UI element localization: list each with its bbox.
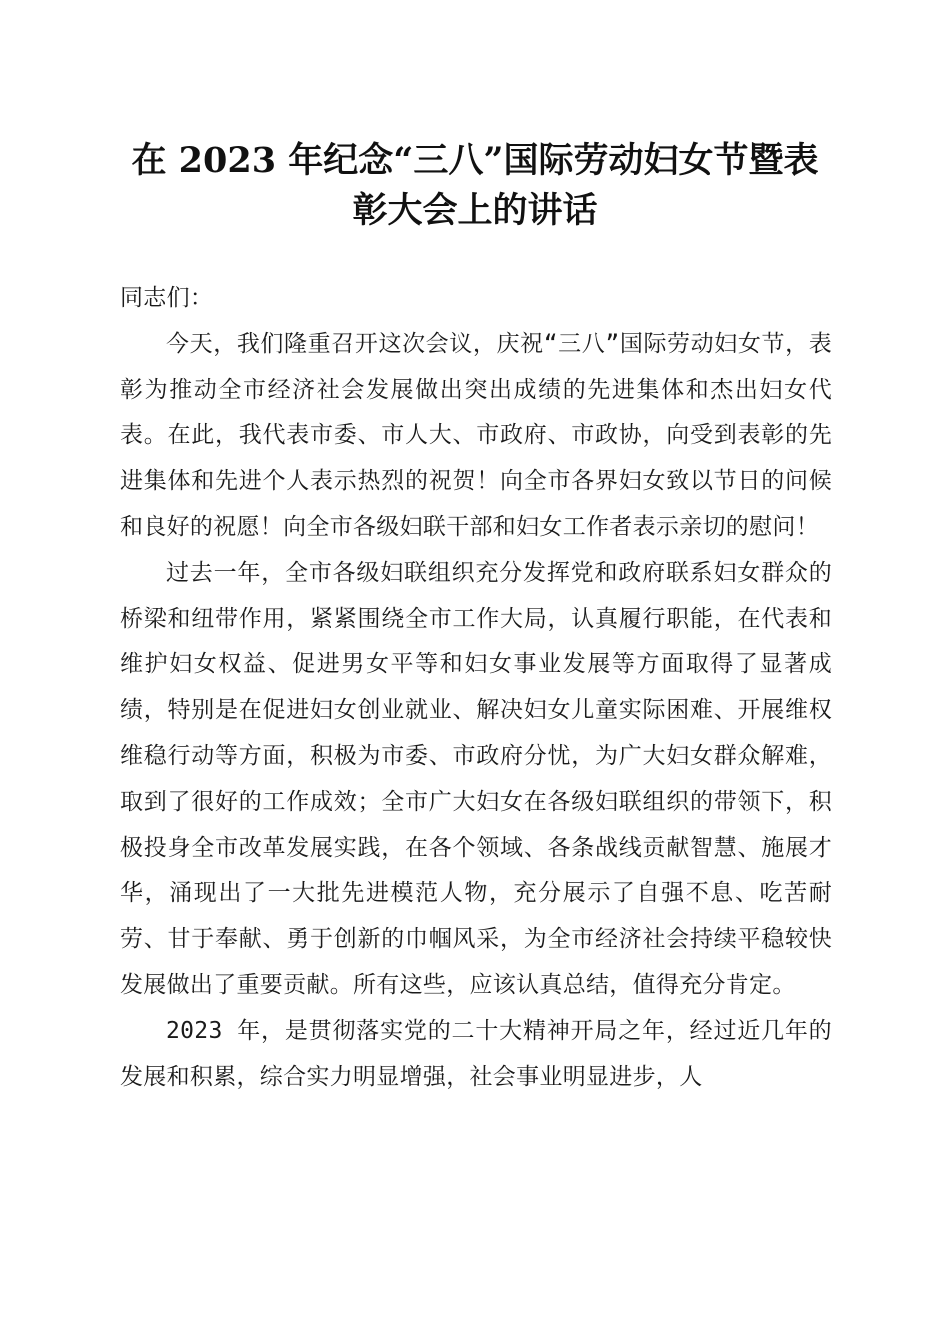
document-title [110, 136, 840, 236]
paragraph-3: 2023 年，是贯彻落实党的二十大精神开局之年，经过近几年的发展和积累，综合实力明显增强，社会事业明显进步，人 [120, 1017, 832, 1090]
salutation: 同志们： [120, 285, 214, 311]
title-line-1: 在 2023 年纪念“三八”国际劳动妇女节暨表 [131, 140, 819, 181]
title-line-2: 彰大会上的讲话 [352, 190, 598, 231]
paragraph-1: 今天，我们隆重召开这次会议，庆祝“三八”国际劳动妇女节，表彰为推动全市经济社会发展做出突出成绩的先进集体和杰出妇女代表。在此，我代表市委、市人大、市政府、市政协，向受到表彰的先进集体和先进个人表示热烈的祝贺！向全市各界妇女致以节日的问候和良好的祝愿！向全市各级妇联干部和妇女工作者表示亲切的慰问！ [120, 330, 832, 540]
document-body [120, 276, 832, 1100]
paragraph-2: 过去一年，全市各级妇联组织充分发挥党和政府联系妇女群众的桥梁和纽带作用，紧紧围绕全市工作大局，认真履行职能，在代表和维护妇女权益、促进男女平等和妇女事业发展等方面取得了显著成绩，特别是在促进妇女创业就业、解决妇女儿童实际困难、开展维权维稳行动等方面，积极为市委、市政府分忧，为广大妇女群众解难，取到了很好的工作成效；全市广大妇女在各级妇联组织的带领下，积极投身全市改革发展实践，在各个领域、各条战线贡献智慧、施展才华，涌现出了一大批先进模范人物，充分展示了自强不息、吃苦耐劳、甘于奉献、勇于创新的巾帼风采，为全市经济社会持续平稳较快发展做出了重要贡献。所有这些，应该认真总结，值得充分肯定。 [120, 559, 832, 998]
